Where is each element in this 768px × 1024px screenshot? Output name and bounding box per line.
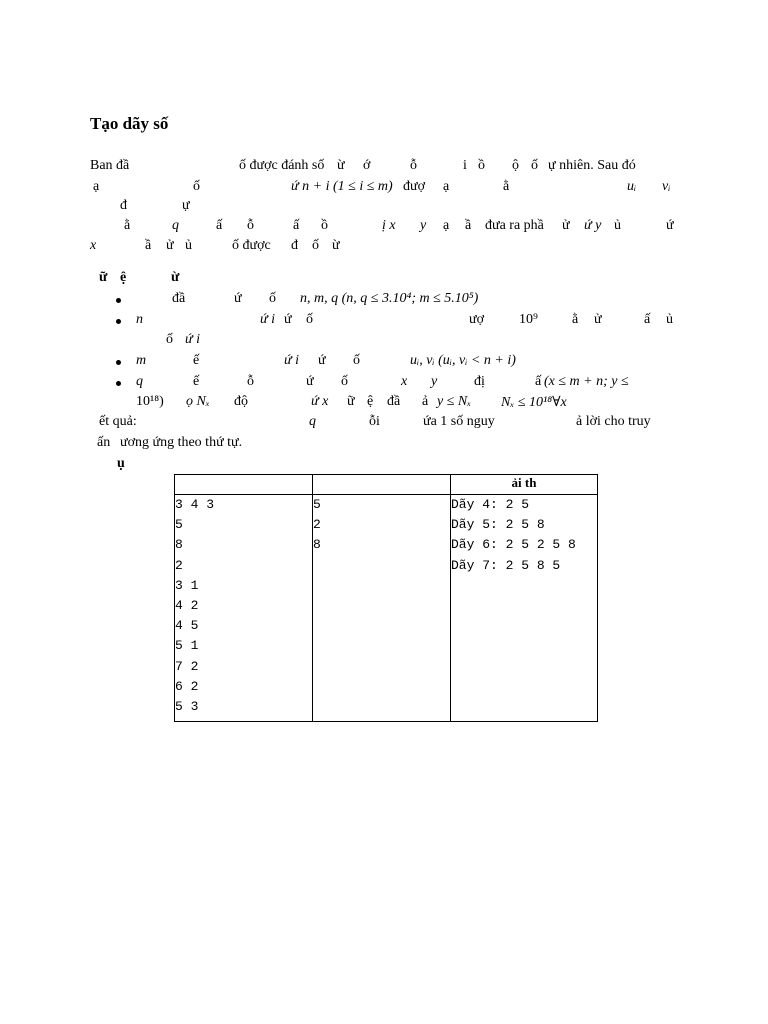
output-lines bbox=[313, 495, 450, 721]
text-fragment: ữ bbox=[347, 394, 355, 409]
text-fragment: y bbox=[431, 374, 438, 389]
text-fragment: ử bbox=[562, 218, 570, 233]
input-line: 4 2 bbox=[175, 597, 199, 613]
output-line: 2 bbox=[313, 517, 321, 533]
text-fragment: ủ bbox=[185, 238, 192, 253]
text-fragment: ứ bbox=[666, 218, 674, 233]
text-fragment: y bbox=[420, 218, 427, 233]
input-line: 7 2 bbox=[175, 658, 199, 674]
text-fragment: ương ứng theo thứ tự. bbox=[120, 435, 243, 450]
text-fragment: ử bbox=[594, 312, 602, 327]
text-fragment: ố bbox=[193, 179, 200, 194]
text-fragment: ấ bbox=[293, 218, 300, 233]
example-heading: ụ bbox=[117, 456, 125, 471]
text-fragment: ố bbox=[531, 158, 538, 173]
text-fragment: q bbox=[136, 374, 143, 389]
text-fragment: 10¹⁸) bbox=[136, 394, 164, 409]
bullet-icon bbox=[116, 360, 121, 365]
text-fragment: uᵢ, vᵢ (uᵢ, vᵢ < n + i) bbox=[410, 353, 516, 368]
bullet-icon bbox=[116, 298, 121, 303]
text-fragment: q bbox=[172, 218, 179, 233]
text-fragment: đượ bbox=[403, 179, 425, 194]
text-fragment: đầ bbox=[172, 291, 186, 306]
text-fragment: ả bbox=[422, 394, 429, 409]
text-fragment: đầ bbox=[387, 394, 401, 409]
text-fragment: y ≤ Nₓ bbox=[437, 394, 472, 409]
text-fragment: ị x bbox=[382, 218, 396, 233]
text-fragment: ỗ bbox=[247, 374, 254, 389]
text-fragment: ố bbox=[353, 353, 360, 368]
text-fragment: x bbox=[90, 238, 97, 253]
explanation-line: Dãy 5: 2 5 8 bbox=[451, 517, 545, 533]
text-fragment: ớ bbox=[363, 158, 371, 173]
input-line: 6 2 bbox=[175, 678, 199, 694]
text-fragment: ố bbox=[306, 312, 313, 327]
text-fragment: ỗ bbox=[247, 218, 254, 233]
output-line: 8 bbox=[313, 537, 321, 553]
input-line: 5 3 bbox=[175, 698, 199, 714]
input-line: 5 1 bbox=[175, 638, 199, 654]
input-line: 3 1 bbox=[175, 577, 199, 593]
text-fragment: i bbox=[463, 158, 467, 173]
text-fragment: ứ x bbox=[311, 394, 329, 409]
text-fragment: ứ i bbox=[284, 353, 300, 368]
text-fragment: ấn bbox=[97, 435, 111, 450]
table-row bbox=[175, 495, 598, 722]
text-fragment: ự nhiên. Sau đó bbox=[548, 158, 636, 173]
text-fragment: n bbox=[136, 312, 143, 327]
text-fragment: 10⁹ bbox=[519, 312, 538, 327]
text-fragment: ồ bbox=[478, 158, 485, 173]
text-fragment: ết quả: bbox=[99, 414, 137, 429]
text-fragment: ừ bbox=[332, 238, 340, 253]
text-fragment: ứ bbox=[234, 291, 242, 306]
page-title: Tạo dãy số bbox=[90, 114, 169, 133]
table-header-row bbox=[175, 475, 598, 495]
text-fragment: ầ bbox=[145, 238, 152, 253]
explanation-line: Dãy 4: 2 5 bbox=[451, 497, 530, 512]
explanation-cell bbox=[451, 495, 598, 722]
text-fragment: ấ bbox=[216, 218, 223, 233]
text-fragment: ạ bbox=[443, 218, 450, 233]
input-cell bbox=[175, 495, 313, 722]
text-fragment: ừ bbox=[171, 270, 180, 285]
text-fragment: ứ bbox=[318, 353, 326, 368]
header-input bbox=[175, 475, 313, 495]
text-fragment: n, m, q (n, q ≤ 3.10⁴; m ≤ 5.10⁵) bbox=[300, 291, 479, 306]
text-fragment: ự bbox=[182, 198, 190, 213]
text-fragment: Ban đầ bbox=[90, 158, 130, 173]
text-fragment: ố bbox=[166, 332, 173, 347]
input-line: 5 bbox=[175, 517, 183, 533]
text-fragment: độ bbox=[234, 394, 248, 409]
text-fragment: ạ bbox=[443, 179, 450, 194]
text-fragment: ứ y bbox=[584, 218, 602, 233]
text-fragment: ứa 1 số nguy bbox=[423, 414, 495, 429]
output-cell bbox=[313, 495, 451, 722]
text-fragment: ứ i bbox=[260, 312, 276, 327]
text-fragment: ỗi bbox=[369, 414, 380, 429]
text-fragment: ứ bbox=[284, 312, 292, 327]
explanation-line: Dãy 7: 2 5 8 5 bbox=[451, 557, 561, 573]
text-fragment: ộ bbox=[512, 158, 519, 173]
text-fragment: ố bbox=[269, 291, 276, 306]
text-fragment: ừ bbox=[337, 158, 345, 173]
text-fragment: ủ bbox=[666, 312, 673, 327]
text-fragment: ủ bbox=[614, 218, 621, 233]
input-line: 3 4 3 bbox=[175, 497, 215, 512]
text-fragment: ả lời cho truy bbox=[576, 414, 651, 429]
text-fragment: đị bbox=[474, 374, 485, 389]
explanation-line: Dãy 6: 2 5 2 5 8 bbox=[451, 537, 576, 553]
text-fragment: vᵢ bbox=[662, 179, 671, 194]
text-fragment: m bbox=[136, 353, 147, 368]
header-explanation: ải th bbox=[451, 475, 598, 495]
text-fragment: ấ bbox=[535, 374, 542, 389]
text-fragment: ứ i bbox=[185, 332, 201, 347]
text-fragment: ồ bbox=[321, 218, 328, 233]
text-fragment: ố bbox=[312, 238, 319, 253]
text-fragment: ế bbox=[193, 374, 200, 389]
text-fragment: ố được đánh số bbox=[239, 158, 325, 173]
text-fragment: ố bbox=[341, 374, 348, 389]
text-fragment: ử bbox=[166, 238, 174, 253]
text-fragment: ứ n + i (1 ≤ i ≤ m) bbox=[291, 179, 393, 194]
input-line: 2 bbox=[175, 557, 183, 573]
explanation-lines bbox=[451, 495, 597, 721]
output-line: 5 bbox=[313, 497, 321, 512]
text-fragment: ế bbox=[193, 353, 200, 368]
text-fragment: ấ bbox=[644, 312, 651, 327]
text-fragment: ệ bbox=[367, 394, 374, 409]
input-lines bbox=[175, 495, 312, 721]
input-line: 4 5 bbox=[175, 618, 199, 634]
text-fragment: ầ bbox=[465, 218, 472, 233]
text-fragment: (x ≤ m + n; y ≤ bbox=[544, 374, 629, 389]
text-fragment: đưa ra phầ bbox=[485, 218, 544, 233]
text-fragment: ỗ bbox=[410, 158, 417, 173]
text-fragment: ằ bbox=[124, 218, 131, 233]
text-fragment: ố được bbox=[232, 238, 271, 253]
text-fragment: ứ bbox=[306, 374, 314, 389]
text-fragment: đ bbox=[120, 198, 127, 213]
input-line: 8 bbox=[175, 537, 183, 553]
text-fragment: ượ bbox=[469, 312, 484, 327]
example-table bbox=[174, 474, 598, 722]
text-fragment: ằ bbox=[503, 179, 510, 194]
text-fragment: ữ bbox=[99, 270, 108, 285]
bullet-icon bbox=[116, 381, 121, 386]
text-fragment: Nₓ ≤ 10¹⁸∀x bbox=[501, 395, 567, 410]
text-fragment: ệ bbox=[120, 270, 127, 285]
header-output bbox=[313, 475, 451, 495]
text-fragment: ọ Nₓ bbox=[186, 394, 210, 409]
text-fragment: q bbox=[309, 414, 316, 429]
text-fragment: đ bbox=[291, 238, 298, 253]
text-fragment: x bbox=[401, 374, 408, 389]
text-fragment: uᵢ bbox=[627, 179, 637, 194]
text-fragment: ạ bbox=[93, 179, 100, 194]
text-fragment: ằ bbox=[572, 312, 579, 327]
bullet-icon bbox=[116, 319, 121, 324]
